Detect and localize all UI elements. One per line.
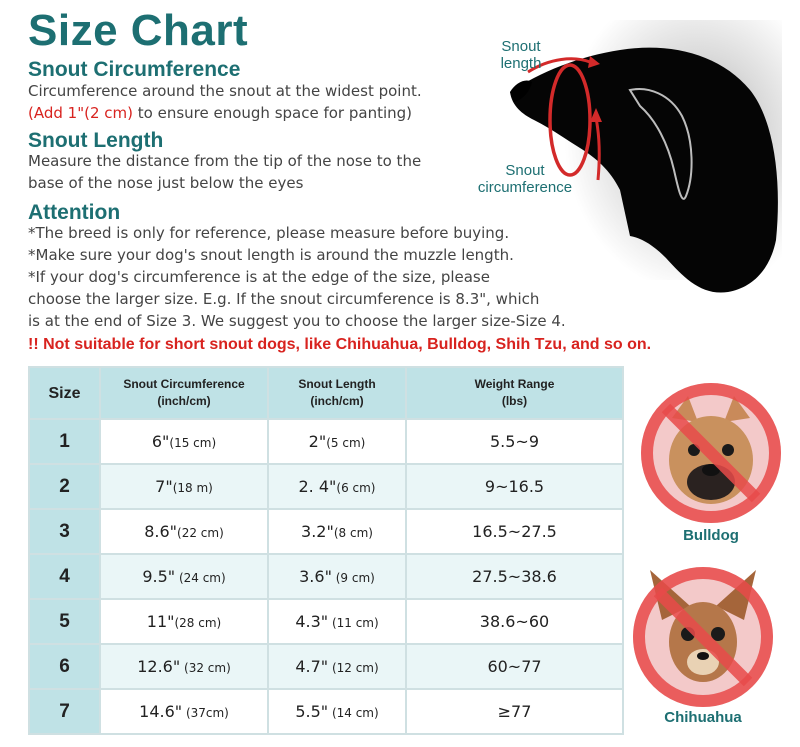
len-cm: (8 cm) xyxy=(333,526,373,540)
bulldog-banned-icon xyxy=(636,378,786,528)
table-row xyxy=(29,689,623,734)
len-cm: (14 cm) xyxy=(328,706,379,720)
snout-length-line-1: Measure the distance from the tip of the nose to the xyxy=(28,152,422,170)
len-inch: 2. 4" xyxy=(298,477,337,496)
weight-cell: ≥77 xyxy=(406,689,623,734)
size-column-header: Size xyxy=(29,367,100,419)
len-cm: (9 cm) xyxy=(331,571,375,585)
circ-cm: (32 cm) xyxy=(180,661,231,675)
weight-header-line-1: Weight Range xyxy=(474,377,555,391)
table-row xyxy=(29,464,623,509)
circ-cm: (18 m) xyxy=(172,481,213,495)
len-inch: 4.7" xyxy=(295,657,329,676)
panting-note: to ensure enough space for panting) xyxy=(133,104,413,122)
len-cm: (6 cm) xyxy=(336,481,376,495)
len-header-line-1: Snout Length xyxy=(298,377,376,391)
table-row xyxy=(29,419,623,464)
weight-cell: 60~77 xyxy=(406,644,623,689)
snout-length-line-2: base of the nose just below the eyes xyxy=(28,174,304,192)
length-cell xyxy=(268,554,406,599)
attention-line-3: *If your dog's circumference is at the edge of the size, please xyxy=(28,268,490,286)
size-cell: 5 xyxy=(29,599,100,644)
snout-length-label-line-1: Snout xyxy=(501,38,541,55)
size-cell: 4 xyxy=(29,554,100,599)
bulldog-label: Bulldog xyxy=(683,527,739,544)
warning-text: !! Not suitable for short snout dogs, like Chihuahua, Bulldog, Shih Tzu, and so on. xyxy=(28,336,652,353)
length-cell xyxy=(268,644,406,689)
circ-inch: 6" xyxy=(151,432,170,451)
circumference-cell xyxy=(100,689,268,734)
circ-inch: 7" xyxy=(155,477,173,496)
size-cell: 2 xyxy=(29,464,100,509)
snout-length-label xyxy=(494,38,548,72)
circ-inch: 14.6" xyxy=(139,702,183,721)
page-title: Size Chart xyxy=(28,6,249,55)
len-header-line-2: (inch/cm) xyxy=(310,394,364,408)
circ-inch: 8.6" xyxy=(144,522,178,541)
snout-circumference-note xyxy=(28,102,412,124)
snout-circumference-text: Circumference around the snout at the widest point. xyxy=(28,82,422,100)
snout-circumference-label xyxy=(470,162,580,196)
length-cell xyxy=(268,689,406,734)
table-header-row xyxy=(29,367,623,419)
circ-cm: (37cm) xyxy=(182,706,229,720)
table-row xyxy=(29,599,623,644)
circ-inch: 11" xyxy=(146,612,175,631)
circ-cm: (24 cm) xyxy=(175,571,226,585)
attention-heading: Attention xyxy=(28,201,121,224)
circ-cm: (28 cm) xyxy=(174,616,222,630)
circ-header-line-1: Snout Circumference xyxy=(123,377,245,391)
weight-cell: 16.5~27.5 xyxy=(406,509,623,554)
chihuahua-label: Chihuahua xyxy=(664,709,742,726)
snout-circumference-heading: Snout Circumference xyxy=(28,58,241,81)
length-column-header xyxy=(268,367,406,419)
snout-length-heading: Snout Length xyxy=(28,129,164,152)
snout-length-label-line-2: length xyxy=(500,55,542,72)
chihuahua-banned-icon xyxy=(628,562,778,712)
circumference-cell xyxy=(100,644,268,689)
weight-cell: 5.5~9 xyxy=(406,419,623,464)
size-table xyxy=(28,366,624,735)
len-inch: 5.5" xyxy=(295,702,329,721)
circumference-cell xyxy=(100,419,268,464)
length-cell xyxy=(268,419,406,464)
len-inch: 4.3" xyxy=(295,612,329,631)
table-row xyxy=(29,509,623,554)
attention-line-4: choose the larger size. E.g. If the snout circumference is 8.3", which xyxy=(28,290,540,308)
circumference-column-header xyxy=(100,367,268,419)
len-inch: 3.6" xyxy=(299,567,332,586)
circ-cm: (15 cm) xyxy=(169,436,217,450)
length-cell xyxy=(268,509,406,554)
weight-cell: 38.6~60 xyxy=(406,599,623,644)
size-cell: 1 xyxy=(29,419,100,464)
table-row xyxy=(29,554,623,599)
circ-cm: (22 cm) xyxy=(177,526,224,540)
open-paren: ( xyxy=(28,104,34,122)
weight-header-line-2: (lbs) xyxy=(501,394,528,408)
attention-line-5: is at the end of Size 3. We suggest you to choose the larger size-Size 4. xyxy=(28,312,566,330)
circumference-cell xyxy=(100,509,268,554)
circ-header-line-2: (inch/cm) xyxy=(157,394,211,408)
len-cm: (5 cm) xyxy=(326,436,366,450)
length-cell xyxy=(268,464,406,509)
weight-column-header xyxy=(406,367,623,419)
len-cm: (12 cm) xyxy=(328,661,379,675)
snout-circ-label-line-2: circumference xyxy=(477,179,573,196)
length-cell xyxy=(268,599,406,644)
circ-inch: 9.5" xyxy=(142,567,176,586)
circumference-cell xyxy=(100,464,268,509)
add-allowance: Add 1"(2 cm) xyxy=(33,104,133,122)
size-cell: 6 xyxy=(29,644,100,689)
weight-cell: 27.5~38.6 xyxy=(406,554,623,599)
len-inch: 2" xyxy=(308,432,327,451)
attention-line-2: *Make sure your dog's snout length is around the muzzle length. xyxy=(28,246,514,264)
len-inch: 3.2" xyxy=(301,522,334,541)
weight-cell: 9~16.5 xyxy=(406,464,623,509)
table-row xyxy=(29,644,623,689)
size-cell: 7 xyxy=(29,689,100,734)
attention-line-1: *The breed is only for reference, please measure before buying. xyxy=(28,224,510,242)
snout-diagram xyxy=(470,20,782,318)
circumference-cell xyxy=(100,554,268,599)
len-cm: (11 cm) xyxy=(328,616,379,630)
snout-circ-label-line-1: Snout xyxy=(505,162,545,179)
size-cell: 3 xyxy=(29,509,100,554)
circumference-cell xyxy=(100,599,268,644)
circ-inch: 12.6" xyxy=(137,657,181,676)
